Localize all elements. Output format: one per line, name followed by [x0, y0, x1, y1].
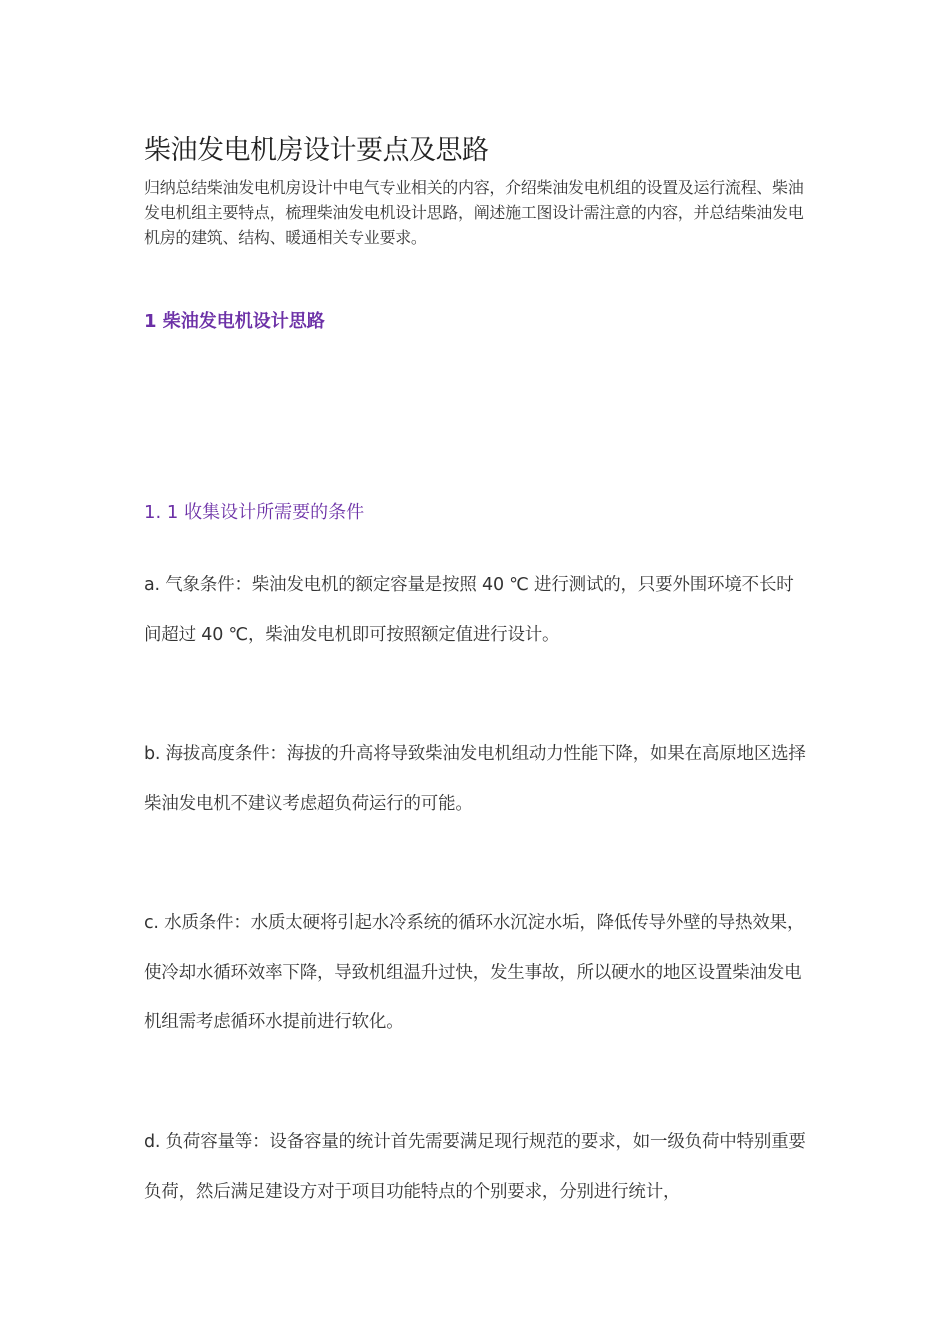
paragraph-water-quality: c. 水质条件：水质太硬将引起水冷系统的循环水沉淀水垢，降低传导外壁的导热效果，使冷却水循环效率下降，导致机组温升过快，发生事故，所以硬水的地区设置柴油发电机组需考虑循环水提前进行软化。	[144, 913, 805, 1032]
section-heading: 1 柴油发电机设计思路	[144, 311, 325, 332]
article-title: 柴油发电机房设计要点及思路	[144, 135, 489, 166]
subsection-heading: 1. 1 收集设计所需要的条件	[144, 502, 365, 523]
article-abstract: 归纳总结柴油发电机房设计中电气专业相关的内容，介绍柴油发电机组的设置及运行流程、柴油发电机组主要特点，梳理柴油发电机设计思路，阐述施工图设计需注意的内容，并总结柴油发电机房的建筑、结构、暖通相关专业要求。	[144, 178, 804, 247]
paragraph-weather: a. 气象条件：柴油发电机的额定容量是按照 40 ℃ 进行测试的，只要外围环境不长时间超过 40 ℃，柴油发电机即可按照额定值进行设计。	[144, 575, 794, 645]
paragraph-altitude: b. 海拔高度条件：海拔的升高将导致柴油发电机组动力性能下降，如果在高原地区选择柴油发电机不建议考虑超负荷运行的可能。	[144, 744, 806, 814]
paragraph-load-capacity: d. 负荷容量等：设备容量的统计首先需要满足现行规范的要求，如一级负荷中特别重要负荷，然后满足建设方对于项目功能特点的个别要求，分别进行统计，	[144, 1132, 806, 1202]
